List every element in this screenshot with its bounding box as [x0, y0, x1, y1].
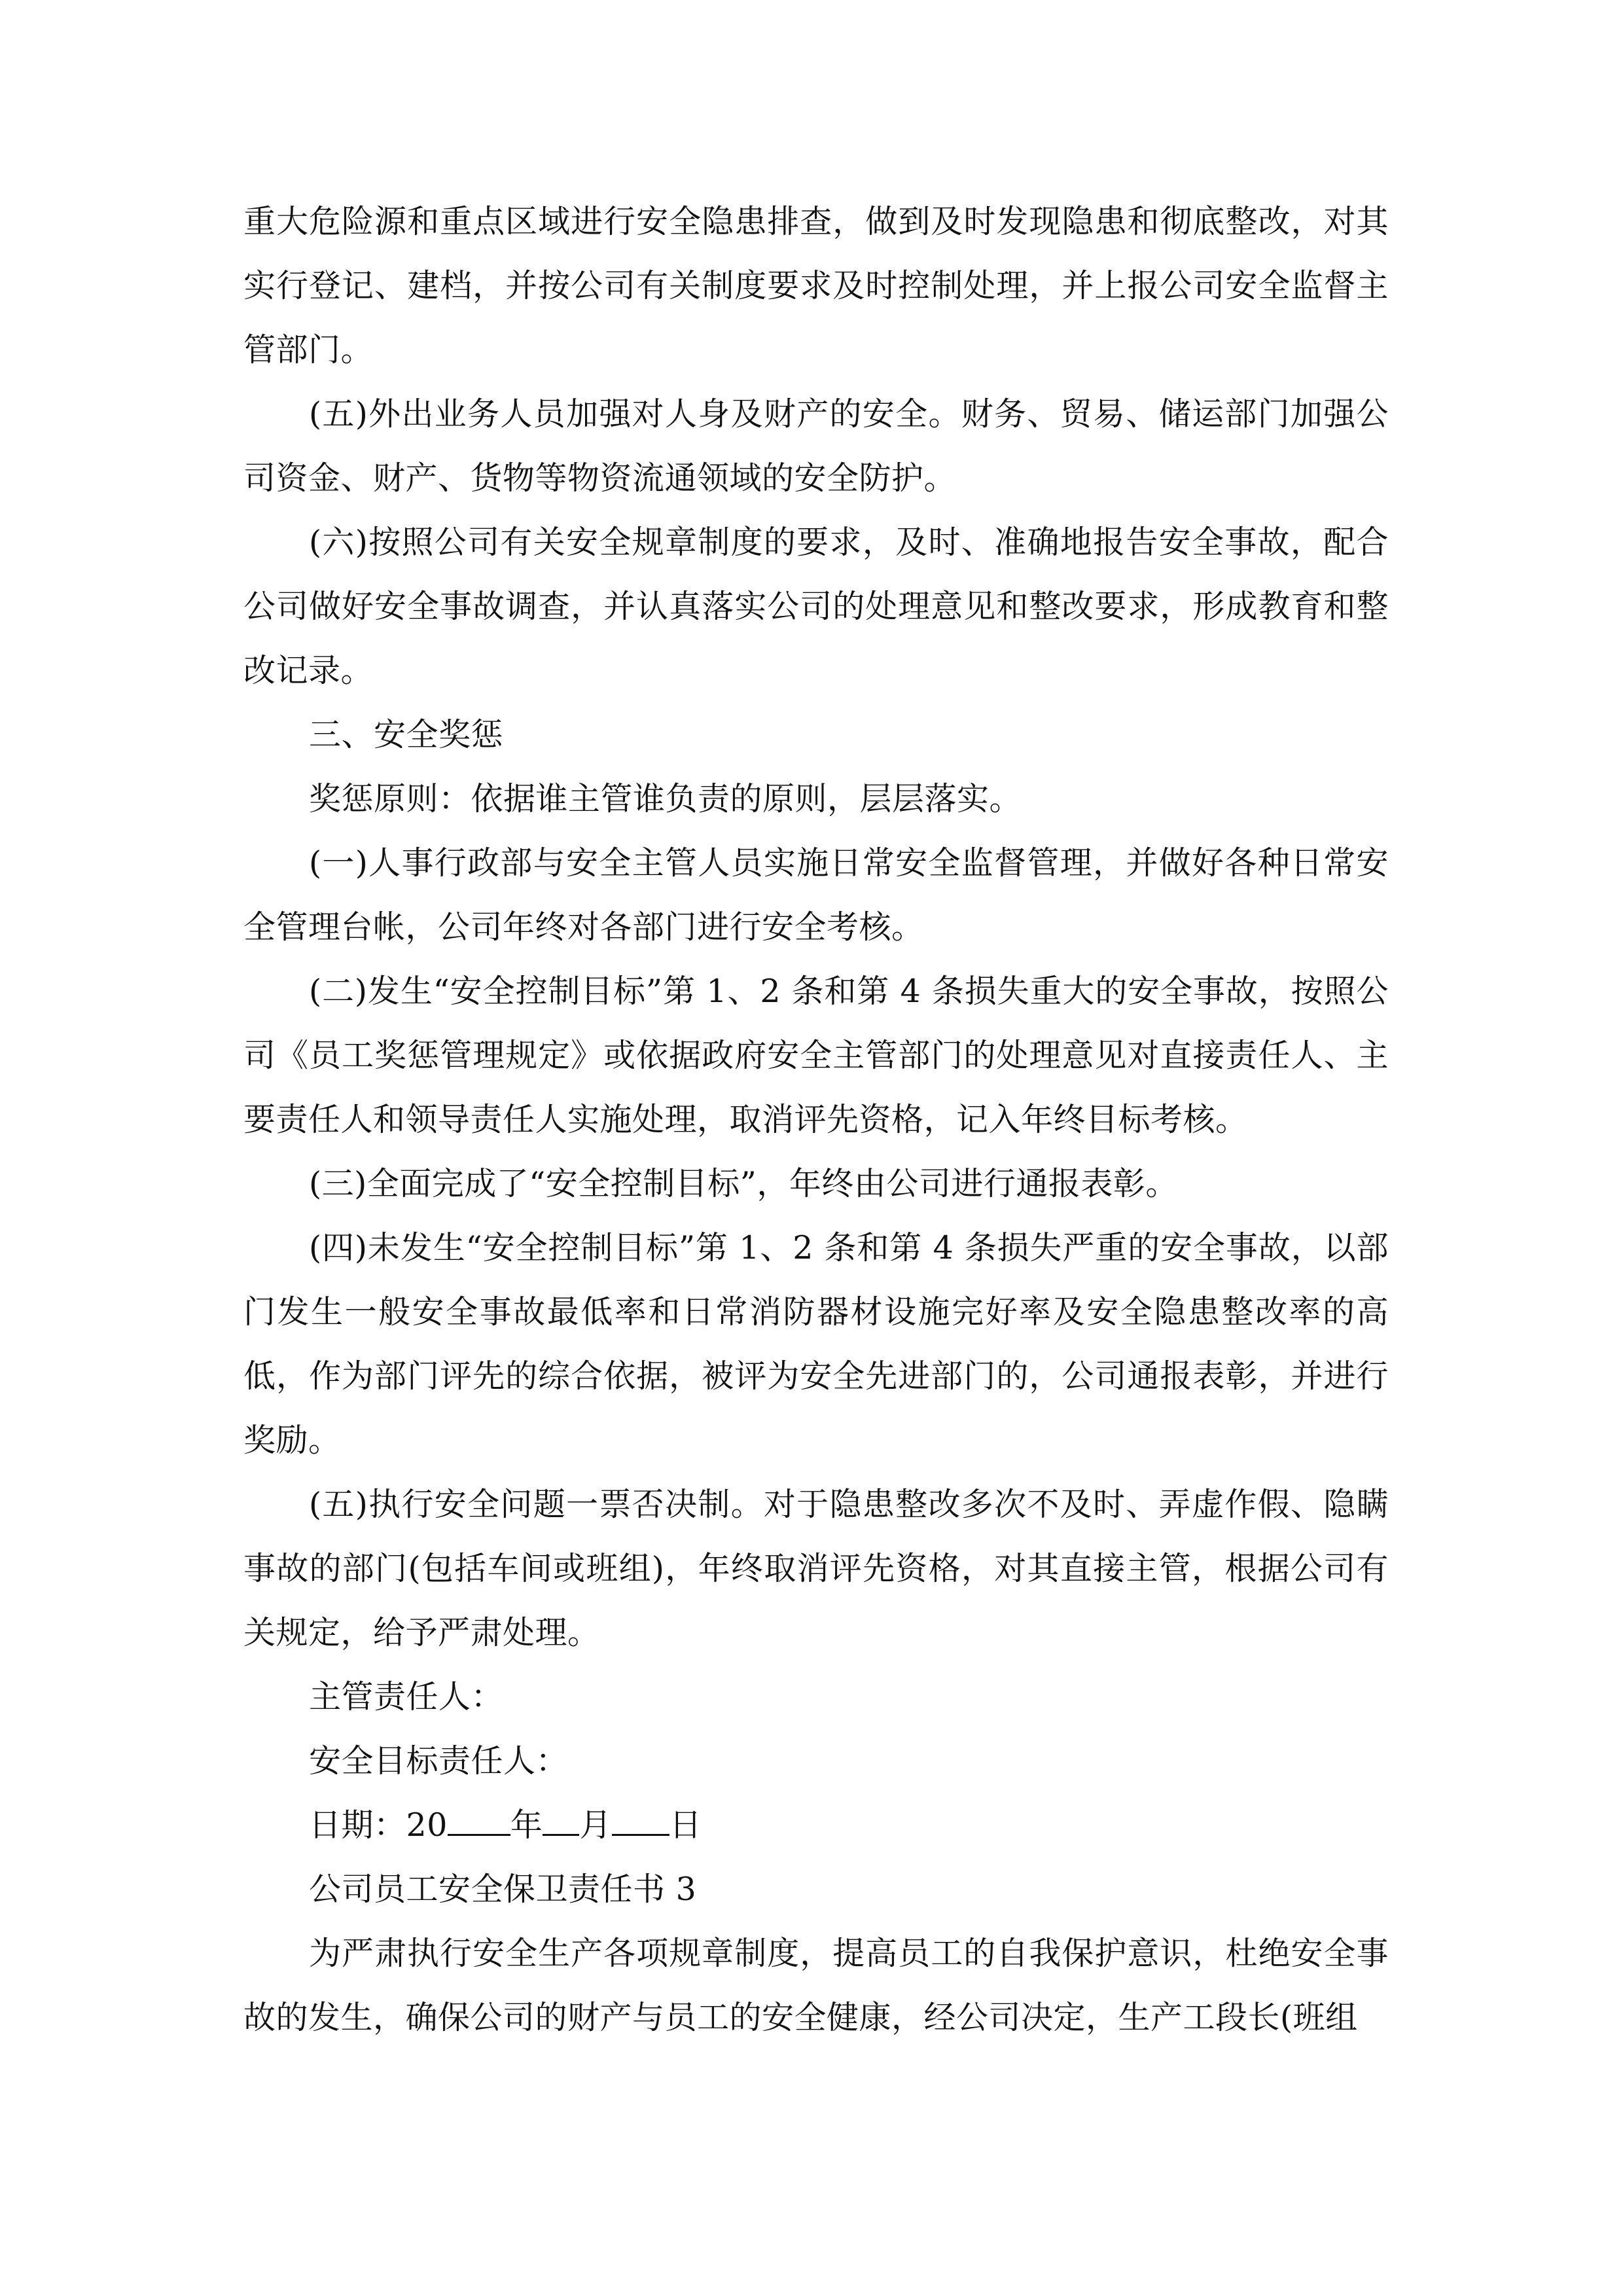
date-line	[243, 1793, 1389, 1857]
paragraph-hazard-inspection: 重大危险源和重点区域进行安全隐患排查，做到及时发现隐患和彻底整改，对其实行登记、建档，并按公司有关制度要求及时控制处理，并上报公司安全监督主管部门。	[243, 203, 1389, 368]
paragraph-item-three: (三)全面完成了“安全控制目标”，年终由公司进行通报表彰。	[309, 1165, 1178, 1202]
date-day-unit: 日	[669, 1806, 702, 1844]
paragraph-item-five: (五)执行安全问题一票否决制。对于隐患整改多次不及时、弄虚作假、隐瞒事故的部门(包括车间或班组)，年终取消评先资格，对其直接主管，根据公司有关规定，给予严肃处理。	[243, 1486, 1389, 1651]
paragraph-item-one: (一)人事行政部与安全主管人员实施日常安全监督管理，并做好各种日常安全管理台帐，公司年终对各部门进行安全考核。	[243, 844, 1389, 946]
paragraph-responsibility-intro: 为严肃执行安全生产各项规章制度，提高员工的自我保护意识，杜绝安全事故的发生，确保公司的财产与员工的安全健康，经公司决定，生产工段长(班组	[243, 1935, 1389, 2036]
date-day-blank	[612, 1795, 669, 1836]
date-label: 日期：	[309, 1806, 406, 1844]
paragraph-reward-principle: 奖惩原则：依据谁主管谁负责的原则，层层落实。	[309, 780, 1022, 817]
paragraph-item-four: (四)未发生“安全控制目标”第 1、2 条和第 4 条损失严重的安全事故，以部门发生一般安全事故最低率和日常消防器材设施完好率及安全隐患整改率的高低，作为部门评先的综合依据，被评为安全先进部门的，公司通报表彰，并进行奖励。	[243, 1229, 1389, 1459]
date-year-unit: 年	[510, 1806, 543, 1844]
document-body	[243, 190, 1389, 2050]
paragraph-business-staff-safety: (五)外出业务人员加强对人身及财产的安全。财务、贸易、储运部门加强公司资金、财产、货物等物资流通领域的安全防护。	[243, 395, 1389, 497]
date-year-prefix: 20	[406, 1806, 448, 1844]
signature-line-supervisor: 主管责任人：	[309, 1678, 504, 1715]
date-month-unit: 月	[579, 1806, 612, 1844]
paragraph-accident-reporting: (六)按照公司有关安全规章制度的要求，及时、准确地报告安全事故，配合公司做好安全事故调查，并认真落实公司的处理意见和整改要求，形成教育和整改记录。	[243, 524, 1389, 689]
paragraph-item-two: (二)发生“安全控制目标”第 1、2 条和第 4 条损失重大的安全事故，按照公司《员工奖惩管理规定》或依据政府安全主管部门的处理意见对直接责任人、主要责任人和领导责任人实施处理，取消评先资格，记入年终目标考核。	[243, 973, 1389, 1138]
date-month-blank	[543, 1795, 579, 1836]
document-section-title: 公司员工安全保卫责任书 3	[309, 1871, 697, 1908]
date-year-blank	[448, 1795, 510, 1836]
section-heading-rewards-penalties: 三、安全奖惩	[309, 716, 504, 753]
signature-line-safety-target: 安全目标责任人：	[309, 1742, 569, 1780]
